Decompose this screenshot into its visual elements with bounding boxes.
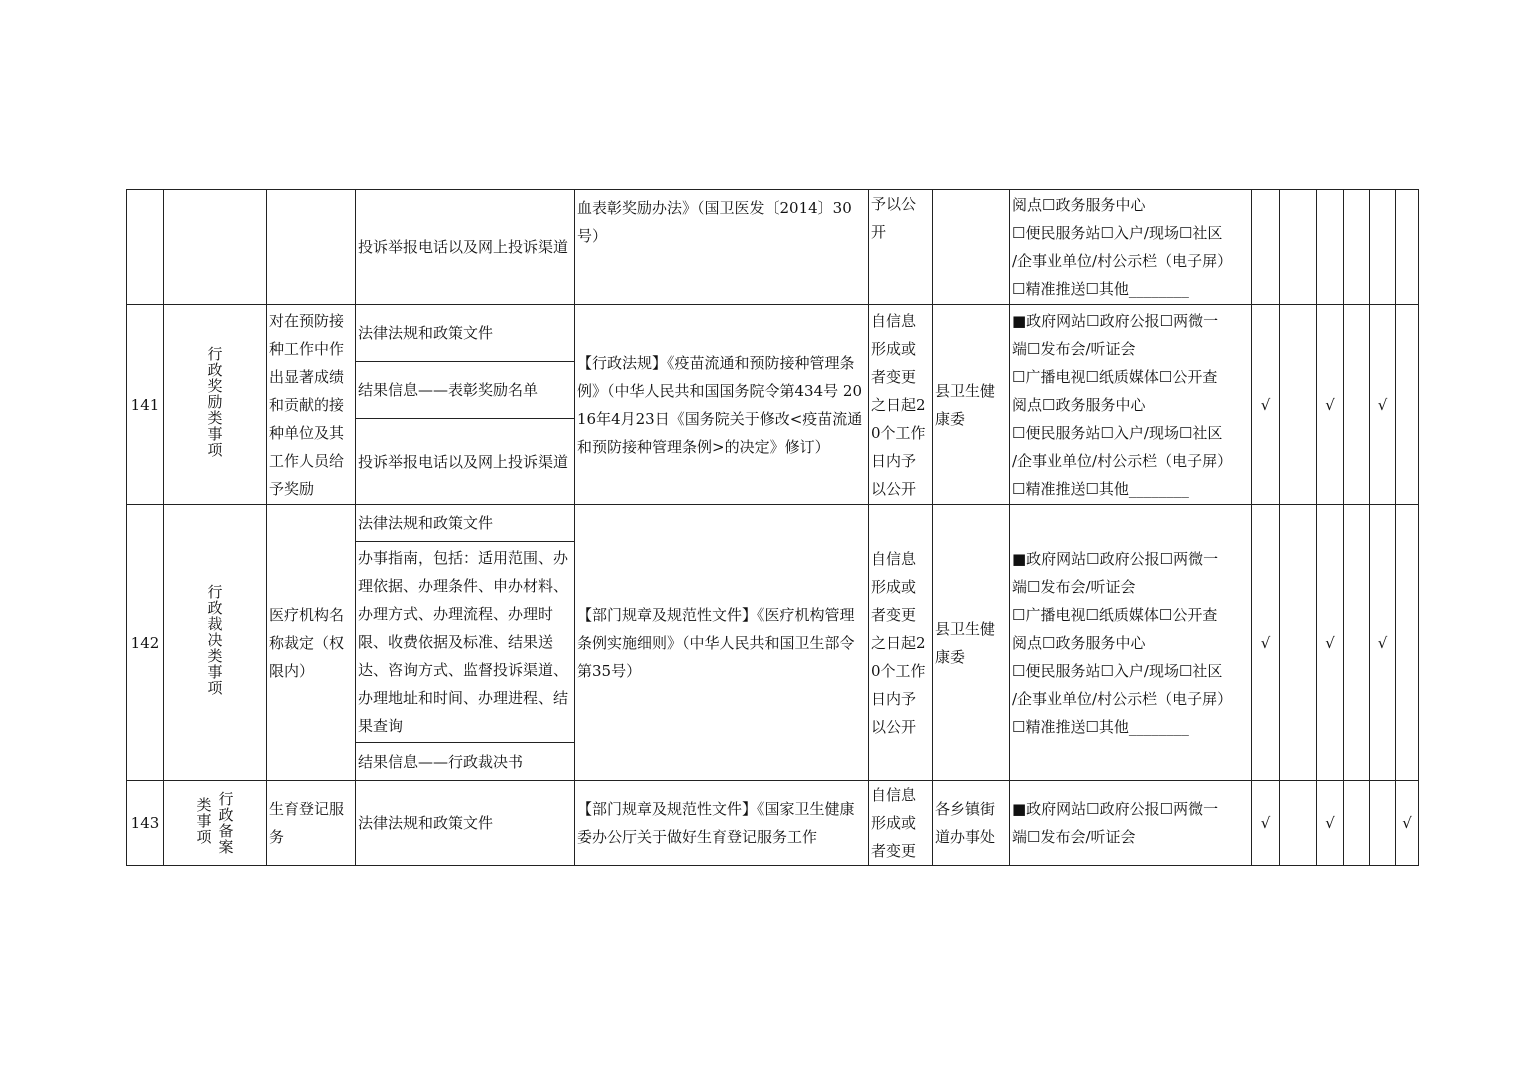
item-cell: 对在预防接种工作中作出显著成绩和贡献的接种单位及其工作人员给予奖励 [267, 305, 356, 505]
limit-cell: 自信息形成或者变更之日起20个工作日内予以公开 [869, 505, 933, 781]
check-cell [1344, 305, 1370, 505]
content-cell: 法律法规和政策文件 [356, 505, 575, 542]
channel-line: ☐便民服务站☐入户/现场☐社区 [1012, 661, 1223, 680]
channel-line: 端☐发布会/听证会 [1012, 577, 1136, 596]
check-cell [1280, 781, 1317, 866]
check-cell: √ [1252, 781, 1280, 866]
content-cell: 结果信息——行政裁决书 [356, 743, 575, 781]
channel-cell [1010, 305, 1252, 505]
check-cell: √ [1396, 781, 1419, 866]
row-number: 143 [127, 781, 164, 866]
channel-line: /企事业单位/村公示栏（电子屏） [1012, 689, 1233, 708]
check-cell [1252, 190, 1280, 305]
check-cell [1280, 505, 1317, 781]
row-number: 142 [127, 505, 164, 781]
channel-line: ☐精准推送☐其他________ [1012, 479, 1189, 498]
limit-cell: 自信息形成或者变更 [869, 781, 933, 866]
check-cell [1344, 190, 1370, 305]
limit-cell: 自信息形成或者变更之日起20个工作日内予以公开 [869, 305, 933, 505]
limit-cell: 予以公开 [869, 190, 933, 305]
table-row-141 [127, 305, 1419, 362]
content-cell: 结果信息——表彰奖励名单 [356, 362, 575, 419]
channel-line: ■政府网站☐政府公报☐两微一 [1012, 549, 1219, 568]
check-cell [1370, 781, 1396, 866]
check-cell [1396, 505, 1419, 781]
category-cell [164, 781, 267, 866]
channel-line: ☐便民服务站☐入户/现场☐社区 [1012, 423, 1223, 442]
check-cell [1317, 190, 1344, 305]
check-cell [1344, 781, 1370, 866]
category-text: 行政裁决类事项 [207, 582, 223, 697]
channel-cell [1010, 781, 1252, 866]
channel-line: /企事业单位/村公示栏（电子屏） [1012, 451, 1233, 470]
channel-line: ☐广播电视☐纸质媒体☐公开查 [1012, 605, 1218, 624]
item-cell: 医疗机构名称裁定（权限内） [267, 505, 356, 781]
item-cell [267, 190, 356, 305]
content-cell: 投诉举报电话以及网上投诉渠道 [356, 419, 575, 505]
channel-line: 端☐发布会/听证会 [1012, 828, 1136, 846]
basis-cell: 【行政法规】《疫苗流通和预防接种管理条例》（中华人民共和国国务院令第434号 2016年4月23日《国务院关于修改<疫苗流通和预防接种管理条例>的决定》修订） [575, 305, 869, 505]
category-text: 行政奖励类事项 [207, 344, 223, 459]
content-cell: 法律法规和政策文件 [356, 781, 575, 866]
check-cell [1280, 305, 1317, 505]
channel-line: 阅点☐政务服务中心 [1012, 395, 1146, 414]
category-text: 行政备案 [218, 790, 234, 856]
check-cell [1370, 190, 1396, 305]
basis-cell: 【部门规章及规范性文件】《医疗机构管理条例实施细则》（中华人民共和国卫生部令第35号） [575, 505, 869, 781]
check-cell: √ [1317, 305, 1344, 505]
item-cell: 生育登记服务 [267, 781, 356, 866]
check-cell [1396, 190, 1419, 305]
check-cell [1344, 505, 1370, 781]
category-cell [164, 505, 267, 781]
table-row-continued [127, 190, 1419, 305]
content-cell: 投诉举报电话以及网上投诉渠道 [356, 190, 575, 305]
channel-cell [1010, 190, 1252, 305]
check-cell: √ [1317, 505, 1344, 781]
channel-line: 阅点☐政务服务中心 [1012, 633, 1146, 652]
check-cell [1396, 305, 1419, 505]
channel-cell [1010, 505, 1252, 781]
channel-line: ☐广播电视☐纸质媒体☐公开查 [1012, 367, 1218, 386]
channel-line: /企事业单位/村公示栏（电子屏） [1012, 252, 1233, 270]
check-cell: √ [1370, 305, 1396, 505]
check-cell: √ [1252, 505, 1280, 781]
subject-cell [933, 190, 1010, 305]
content-cell: 办事指南，包括：适用范围、办理依据、办理条件、申办材料、办理方式、办理流程、办理时限、收费依据及标准、结果送达、咨询方式、监督投诉渠道、办理地址和时间、办理进程、结果查询 [356, 542, 575, 743]
category-cell [164, 305, 267, 505]
check-cell: √ [1370, 505, 1396, 781]
channel-line: ☐精准推送☐其他________ [1012, 717, 1189, 736]
subject-cell: 县卫生健康委 [933, 505, 1010, 781]
channel-line: 端☐发布会/听证会 [1012, 339, 1136, 358]
basis-cell: 【部门规章及规范性文件】《国家卫生健康委办公厅关于做好生育登记服务工作 [575, 781, 869, 866]
num-cell [127, 190, 164, 305]
table-row-142 [127, 505, 1419, 542]
channel-line: ■政府网站☐政府公报☐两微一 [1012, 800, 1219, 818]
row-number: 141 [127, 305, 164, 505]
subject-cell: 各乡镇街道办事处 [933, 781, 1010, 866]
check-cell [1280, 190, 1317, 305]
channel-line: 阅点☐政务服务中心 [1012, 196, 1146, 214]
category-text: 类事项 [196, 796, 212, 846]
table-row-143 [127, 781, 1419, 866]
check-cell: √ [1252, 305, 1280, 505]
content-cell: 法律法规和政策文件 [356, 305, 575, 362]
disclosure-table [126, 189, 1419, 866]
category-cell [164, 190, 267, 305]
channel-line: ☐精准推送☐其他________ [1012, 280, 1189, 298]
channel-line: ■政府网站☐政府公报☐两微一 [1012, 311, 1219, 330]
channel-line: ☐便民服务站☐入户/现场☐社区 [1012, 224, 1223, 242]
basis-cell: 血表彰奖励办法》（国卫医发〔2014〕30号） [575, 190, 869, 305]
check-cell: √ [1317, 781, 1344, 866]
subject-cell: 县卫生健康委 [933, 305, 1010, 505]
